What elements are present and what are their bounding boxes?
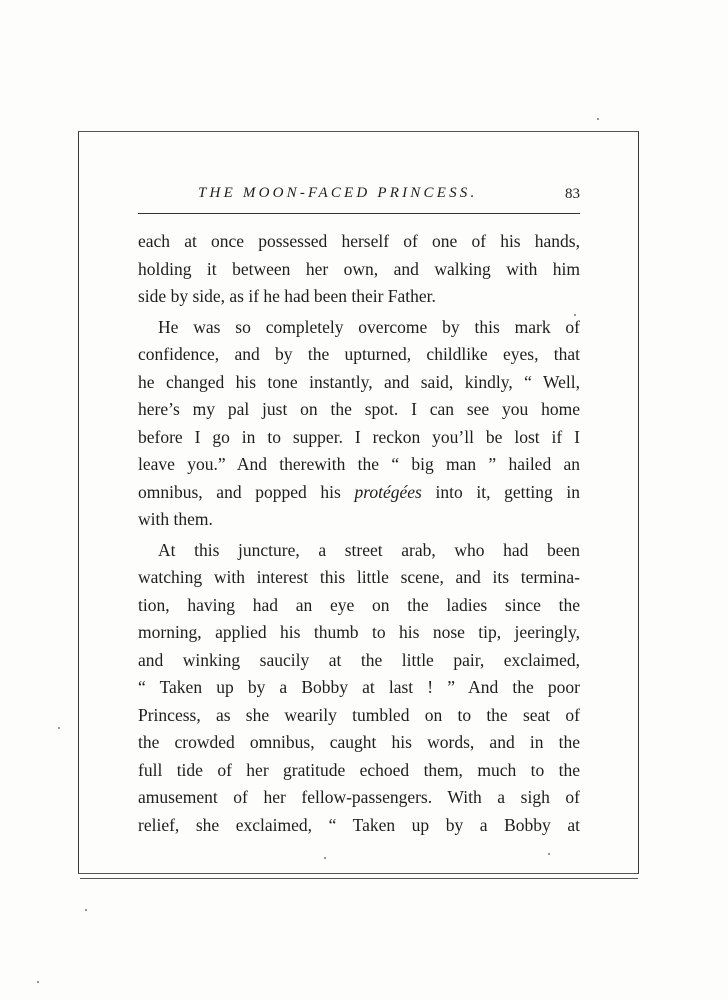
text-line: and winking saucily at the little pair, exclaimed, (138, 649, 580, 670)
scan-speck (85, 909, 87, 911)
scan-speck (597, 118, 599, 120)
scan-speck (324, 857, 326, 859)
text-line: confidence, and by the upturned, childlike eyes, that (138, 344, 580, 364)
running-title: THE MOON-FACED PRINCESS. (198, 185, 478, 201)
text-line: holding it between her own, and walking with him (138, 258, 580, 279)
text-line: “ Taken up by a Bobby at last ! ” And the poor (138, 677, 580, 697)
text-line: the crowded omnibus, caught his words, and in the (138, 732, 580, 752)
header-rule (138, 213, 580, 214)
text-line: here’s my pal just on the spot. I can see you home (138, 399, 580, 419)
page-number: 83 (565, 186, 580, 202)
text-line: At this juncture, a street arab, who had been (158, 539, 580, 560)
running-header (138, 185, 580, 209)
text-line: Princess, as she wearily tumbled on to the seat of (138, 704, 580, 725)
text-line: He was so completely overcome by this mark of (158, 316, 580, 337)
text-line: each at once possessed herself of one of his hands, (138, 231, 580, 251)
body-text (138, 228, 580, 839)
text-line: amusement of her fellow-passengers. With a sigh of (138, 787, 580, 807)
frame-top-extension (78, 131, 638, 132)
text-line: omnibus, and popped his protégées into it, getting in (138, 481, 580, 502)
text-line: relief, she exclaimed, “ Taken up by a Bobby at (138, 814, 580, 835)
text-line: morning, applied his thumb to his nose tip, jeeringly, (138, 622, 580, 642)
frame-bottom-extension (80, 878, 638, 879)
scan-speck (37, 981, 39, 983)
paragraph-1 (138, 228, 580, 311)
text-line: leave you.” And therewith the “ big man ” hailed an (138, 454, 580, 474)
text-line: side by side, as if he had been their Father. (138, 286, 436, 306)
text-line: tion, having had an eye on the ladies since the (138, 594, 580, 615)
scan-speck (574, 314, 576, 316)
scan-speck (548, 853, 550, 855)
text-line: watching with interest this little scene, and its termina- (138, 567, 580, 587)
text-line: he changed his tone instantly, and said, kindly, “ Well, (138, 371, 580, 392)
text-line: full tide of her gratitude echoed them, much to the (138, 759, 580, 780)
paragraph-3 (138, 537, 580, 840)
paragraph-2 (138, 314, 580, 534)
text-line: before I go in to supper. I reckon you’ll be lost if I (138, 426, 580, 447)
text-line: with them. (138, 509, 213, 529)
scan-speck (58, 727, 60, 729)
